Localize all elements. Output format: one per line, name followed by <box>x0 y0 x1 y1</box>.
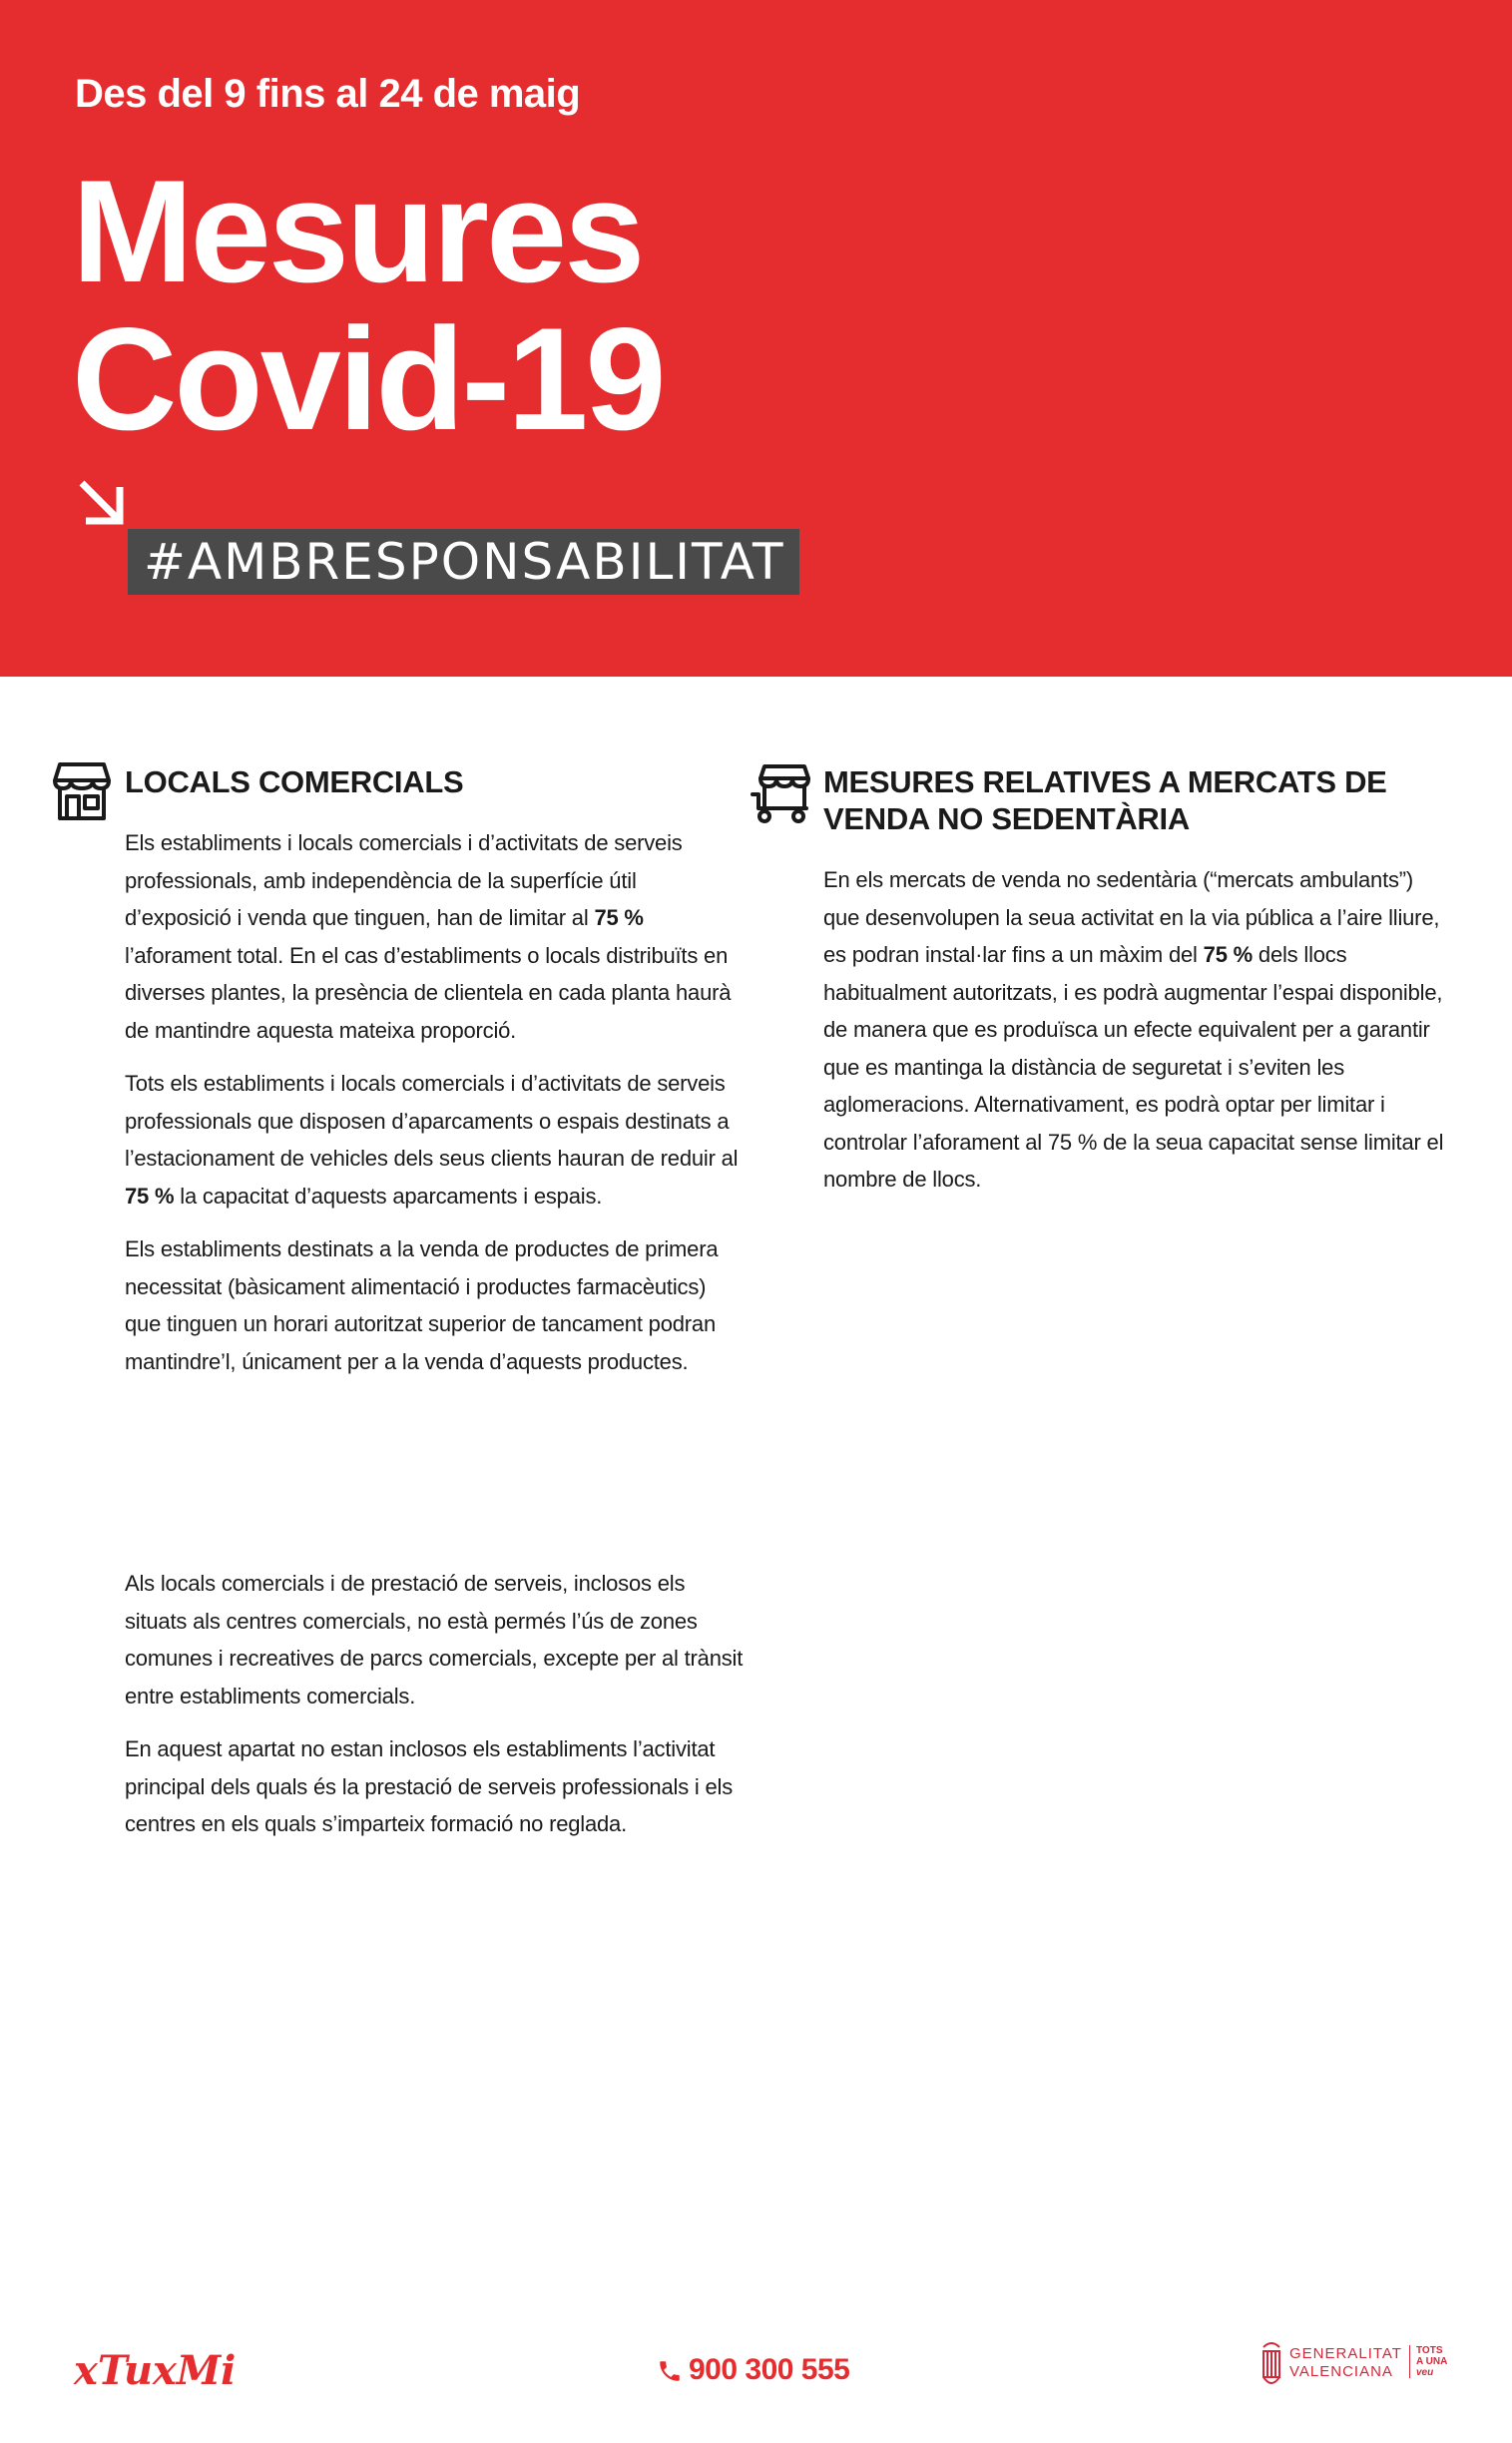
tots-line-1: TOTS <box>1416 2345 1443 2356</box>
title-line-2: Covid-19 <box>72 297 664 460</box>
bold-percent: 75 % <box>1203 942 1254 967</box>
locals-paragraph-3: Els establiments destinats a la venda de productes de primera necessitat (bàsicament alimentació i productes farmacèutics) que tinguen un horari autoritzat superior de tancament podran mantindre’l, únicament per a la venda d’aquests productes. <box>125 1236 719 1374</box>
phone-number[interactable] <box>657 2353 849 2387</box>
page-title <box>72 150 664 460</box>
logo-text: xTuxMi <box>74 2347 237 2394</box>
market-stall-icon <box>751 762 810 824</box>
locals-paragraph-4: Als locals comercials i de prestació de serveis, inclosos els situats als centres comercials, no està permés l’ús de zones comunes i recreatives de parcs comercials, excepte per al trànsit entre establiments comercials. <box>125 1571 744 1709</box>
phone-text: 900 300 555 <box>689 2353 850 2386</box>
bold-percent: 75 % <box>594 905 644 930</box>
phone-icon <box>657 2358 683 2384</box>
locals-paragraph-1 <box>125 824 744 1049</box>
text: Els establiments i locals comercials i d’activitats de serveis professionals, amb independència de la superfície útil d’exposició i venda que tinguen, han de limitar al <box>125 830 683 930</box>
section-locals-comercials <box>125 763 744 1396</box>
generalitat-valenciana-logo <box>1260 2337 1449 2395</box>
tots-line-3: veu <box>1416 2367 1434 2378</box>
date-range: Des del 9 fins al 24 de maig <box>75 72 581 116</box>
section-mercats <box>823 763 1447 1215</box>
gv-text <box>1289 2345 1402 2381</box>
hashtag-badge: #AMBRESPONSABILITAT <box>128 529 799 595</box>
text: la capacitat d’aquests aparcaments i espais. <box>174 1183 603 1209</box>
arrow-down-right-icon <box>76 477 128 529</box>
locals-paragraph-5: En aquest apartat no estan inclosos els establiments l’activitat principal dels quals és la prestació de serveis professionals i els centres en els quals s’imparteix formació no reglada. <box>125 1736 734 1836</box>
locals-paragraph-2 <box>125 1065 744 1215</box>
gv-emblem-icon <box>1260 2337 1283 2395</box>
section-heading-locals: LOCALS COMERCIALS <box>125 764 464 799</box>
store-icon <box>52 760 112 822</box>
text: En els mercats de venda no sedentària (“mercats ambulants”) que desenvolupen la seua activitat en la via pública a l’aire lliure, es podran instal·lar fins a un màxim del <box>823 867 1440 967</box>
xtuxmi-logo <box>72 2340 237 2405</box>
gv-line-1: GENERALITAT <box>1289 2345 1402 2362</box>
text: l’aforament total. En el cas d’establiments o locals distribuïts en diverses plantes, la presència de clientela en cada planta haurà de mantindre aquesta mateixa proporció. <box>125 942 732 1043</box>
xtuxmi-logo-mark <box>72 2340 237 2400</box>
text: dels llocs habitualment autoritzats, i es podrà augmentar l’espai disponible, de manera que es produïsca un efecte equivalent per a garantir que es mantinga la distància de seguretat i s’eviten les aglomeracions. Alternativament, es podrà optar per limitar i controlar l’aforament al 75 % de la seua capacitat sense limitar el nombre de llocs. <box>823 942 1444 1192</box>
bold-percent: 75 % <box>125 1183 175 1209</box>
mercats-paragraph-1 <box>823 861 1447 1199</box>
section-locals-continued <box>125 1565 749 1859</box>
title-line-1: Mesures <box>72 150 643 312</box>
gv-line-2: VALENCIANA <box>1289 2363 1393 2380</box>
tots-line-2: A UNA <box>1416 2356 1448 2367</box>
tots-a-una-veu <box>1409 2345 1447 2378</box>
header-banner <box>0 0 1512 677</box>
text: Tots els establiments i locals comercials i d’activitats de serveis professionals que disposen d’aparcaments o espais destinats a l’estacionament de vehicles dels seus clients hauran de reduir al <box>125 1071 739 1171</box>
section-heading-mercats: MESURES RELATIVES A MERCATS DE VENDA NO SEDENTÀRIA <box>823 764 1387 836</box>
